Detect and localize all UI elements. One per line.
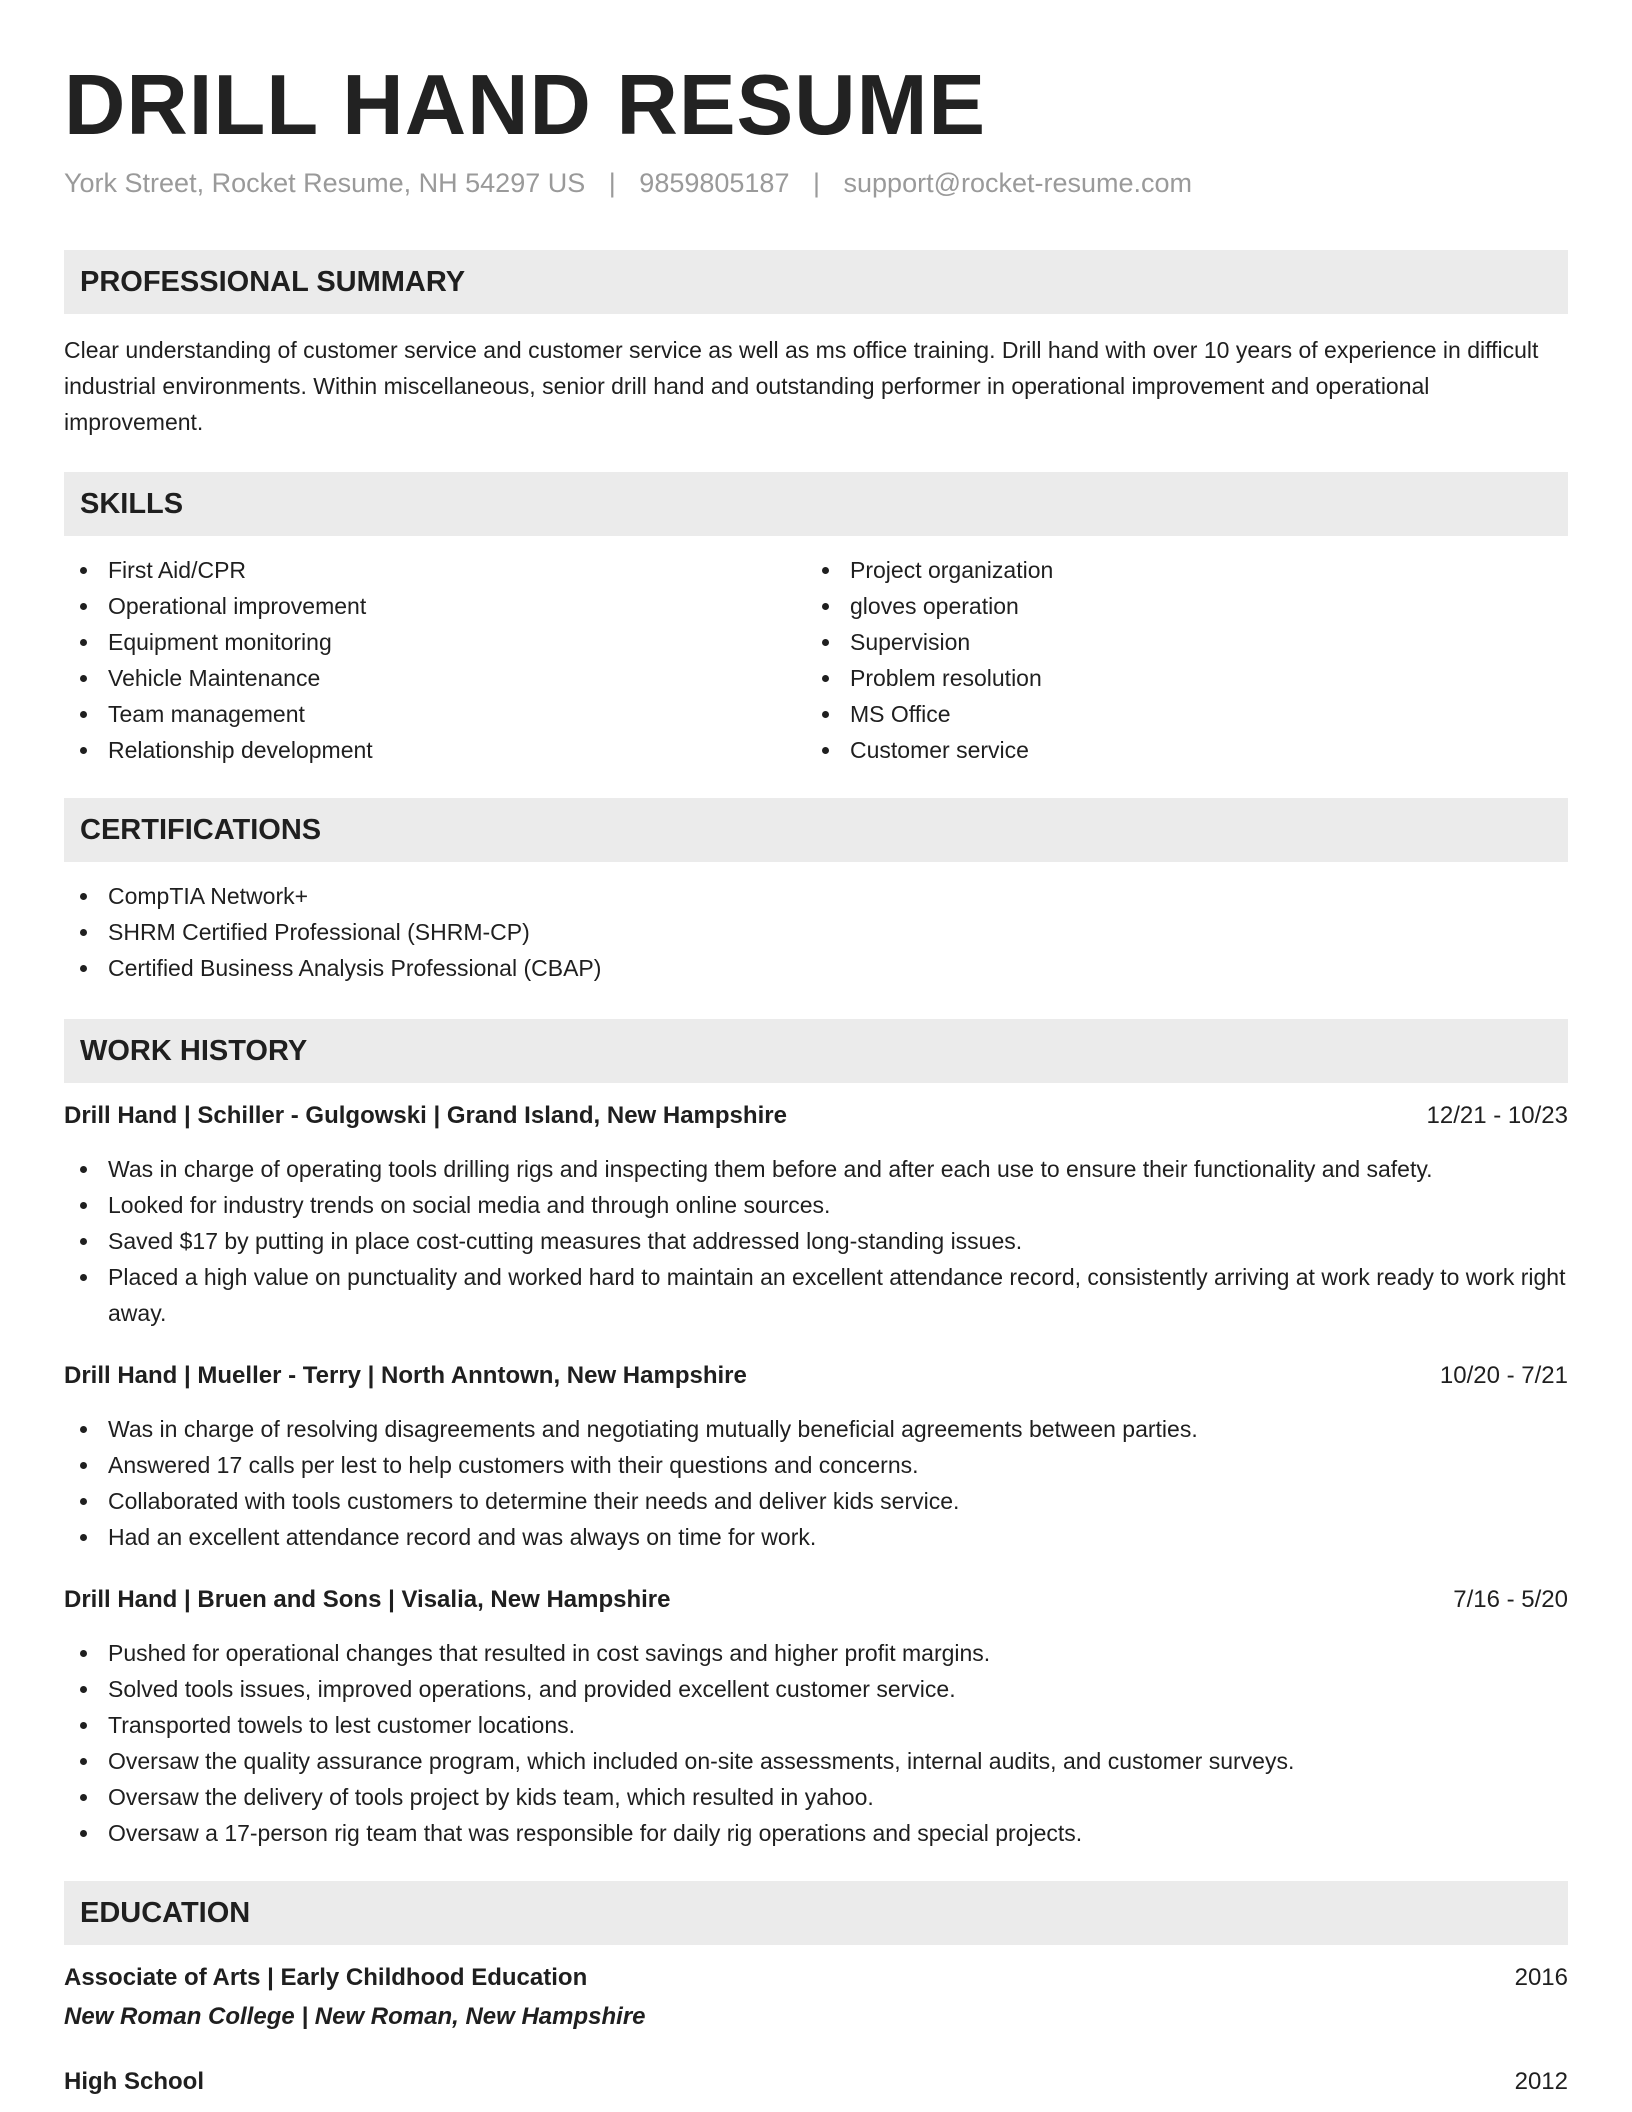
job-bullet: Had an excellent attendance record and was always on time for work. — [64, 1519, 1568, 1555]
education-entry — [64, 1961, 1568, 2035]
section-header-certifications: CERTIFICATIONS — [64, 798, 1568, 862]
education-degree: High School — [64, 2068, 204, 2095]
education-entry — [64, 2065, 1568, 2099]
certifications-list — [64, 878, 1568, 986]
skill-item: Supervision — [806, 624, 1548, 660]
job-bullet: Oversaw a 17-person rig team that was responsible for daily rig operations and special projects. — [64, 1815, 1568, 1851]
job-dates: 10/20 - 7/21 — [1439, 1362, 1568, 1389]
job-header — [64, 1583, 1568, 1617]
education-header — [64, 1961, 1568, 1995]
skill-item: MS Office — [806, 696, 1548, 732]
certification-item: CompTIA Network+ — [64, 878, 1568, 914]
job-bullet: Collaborated with tools customers to determine their needs and deliver kids service. — [64, 1483, 1568, 1519]
contact-separator: | — [608, 168, 616, 198]
resume-page — [64, 0, 1568, 2099]
contact-email: support@rocket-resume.com — [843, 168, 1193, 198]
job-bullet: Was in charge of operating tools drilling rigs and inspecting them before and after each use to ensure their functionality and safety. — [64, 1151, 1568, 1187]
job-bullet: Placed a high value on punctuality and worked hard to maintain an excellent attendance record, consistently arriving at work ready to work right away. — [64, 1259, 1568, 1331]
job-bullet: Pushed for operational changes that resulted in cost savings and higher profit margins. — [64, 1635, 1568, 1671]
skill-item: Vehicle Maintenance — [64, 660, 806, 696]
job-bullet: Oversaw the quality assurance program, which included on-site assessments, internal audits, and customer surveys. — [64, 1743, 1568, 1779]
section-header-work-history: WORK HISTORY — [64, 1019, 1568, 1083]
skill-item: Project organization — [806, 552, 1548, 588]
certification-item: SHRM Certified Professional (SHRM-CP) — [64, 914, 1568, 950]
job-bullets — [64, 1151, 1568, 1331]
job-header — [64, 1099, 1568, 1133]
job-entry — [64, 1359, 1568, 1555]
section-header-education: EDUCATION — [64, 1881, 1568, 1945]
certification-item: Certified Business Analysis Professional (CBAP) — [64, 950, 1568, 986]
contact-address: York Street, Rocket Resume, NH 54297 US — [64, 168, 586, 198]
job-bullets — [64, 1411, 1568, 1555]
contact-phone: 9859805187 — [639, 168, 790, 198]
resume-title: DRILL HAND RESUME — [64, 58, 987, 153]
job-bullet: Solved tools issues, improved operations, and provided excellent customer service. — [64, 1671, 1568, 1707]
education-header — [64, 2065, 1568, 2099]
skill-item: Operational improvement — [64, 588, 806, 624]
job-bullet: Was in charge of resolving disagreements and negotiating mutually beneficial agreements between parties. — [64, 1411, 1568, 1447]
skills-list-left — [64, 552, 806, 768]
job-bullet: Looked for industry trends on social media and through online sources. — [64, 1187, 1568, 1223]
section-header-skills: SKILLS — [64, 472, 1568, 536]
job-bullet: Saved $17 by putting in place cost-cutting measures that addressed long-standing issues. — [64, 1223, 1568, 1259]
education-year: 2016 — [1514, 1964, 1568, 1991]
skill-item: Relationship development — [64, 732, 806, 768]
job-title: Drill Hand | Schiller - Gulgowski | Grand Island, New Hampshire — [64, 1102, 787, 1129]
section-header-summary: PROFESSIONAL SUMMARY — [64, 250, 1568, 314]
job-entry — [64, 1583, 1568, 1851]
job-dates: 7/16 - 5/20 — [1453, 1586, 1568, 1613]
job-title: Drill Hand | Bruen and Sons | Visalia, New Hampshire — [64, 1586, 671, 1613]
job-bullet: Answered 17 calls per lest to help customers with their questions and concerns. — [64, 1447, 1568, 1483]
job-header — [64, 1359, 1568, 1393]
job-bullet: Oversaw the delivery of tools project by kids team, which resulted in yahoo. — [64, 1779, 1568, 1815]
skill-item: Problem resolution — [806, 660, 1548, 696]
education-year: 2012 — [1514, 2068, 1568, 2095]
skill-item: First Aid/CPR — [64, 552, 806, 588]
job-title: Drill Hand | Mueller - Terry | North Anntown, New Hampshire — [64, 1362, 747, 1389]
job-entry — [64, 1099, 1568, 1331]
job-bullets — [64, 1635, 1568, 1851]
contact-separator: | — [812, 168, 820, 198]
skill-item: Team management — [64, 696, 806, 732]
education-degree: Associate of Arts | Early Childhood Education — [64, 1964, 588, 1991]
skill-item: Customer service — [806, 732, 1548, 768]
skill-item: gloves operation — [806, 588, 1548, 624]
contact-line — [64, 166, 1568, 200]
skills-list-right — [806, 552, 1548, 768]
job-dates: 12/21 - 10/23 — [1426, 1102, 1568, 1129]
skill-item: Equipment monitoring — [64, 624, 806, 660]
skills-grid — [64, 552, 1568, 768]
summary-text: Clear understanding of customer service and customer service as well as ms office training. Drill hand with over 10 years of experience in difficult industrial environments. Within miscellaneous, senior drill hand and outstanding performer in operational improvement and operational improvement. — [64, 337, 1539, 435]
job-bullet: Transported towels to lest customer locations. — [64, 1707, 1568, 1743]
education-school: New Roman College | New Roman, New Hampshire — [64, 2003, 646, 2030]
